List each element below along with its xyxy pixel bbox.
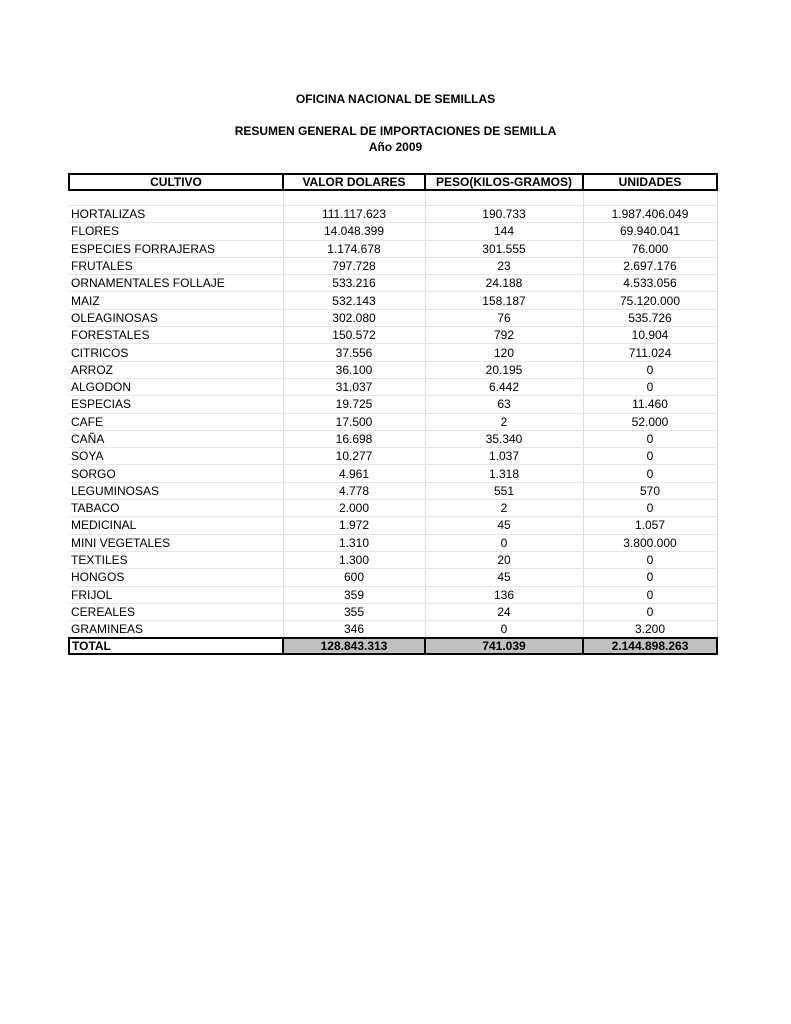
unidades-cell: 0 (583, 448, 717, 465)
valor-dolares-cell: 17.500 (283, 413, 425, 430)
header-unidades: UNIDADES (583, 174, 717, 190)
unidades-cell: 0 (583, 551, 717, 568)
table-row (69, 621, 717, 639)
cultivo-cell: LEGUMINOSAS (69, 482, 283, 499)
cultivo-cell: MEDICINAL (69, 517, 283, 534)
spacer-row (69, 190, 717, 206)
valor-dolares-cell: 4.778 (283, 482, 425, 499)
cultivo-cell: ARROZ (69, 361, 283, 378)
valor-dolares-cell: 302.080 (283, 309, 425, 326)
peso-cell: 35.340 (425, 430, 583, 447)
unidades-cell: 3.800.000 (583, 534, 717, 551)
unidades-cell: 0 (583, 361, 717, 378)
total-peso-cell: 741.039 (425, 638, 583, 654)
cultivo-cell: ESPECIES FORRAJERAS (69, 240, 283, 257)
imports-table (68, 173, 718, 655)
cultivo-cell: ALGODON (69, 378, 283, 395)
table-row (69, 223, 717, 240)
table-row (69, 361, 717, 378)
table-row (69, 586, 717, 603)
cultivo-cell: MINI VEGETALES (69, 534, 283, 551)
cultivo-cell: FRIJOL (69, 586, 283, 603)
cultivo-cell: TABACO (69, 500, 283, 517)
valor-dolares-cell: 600 (283, 569, 425, 586)
cultivo-cell: CAFE (69, 413, 283, 430)
table-row (69, 551, 717, 568)
table-row (69, 482, 717, 499)
valor-dolares-cell: 14.048.399 (283, 223, 425, 240)
total-valor-dolares-cell: 128.843.313 (283, 638, 425, 654)
peso-cell: 158.187 (425, 292, 583, 309)
peso-cell: 20.195 (425, 361, 583, 378)
unidades-cell: 1.987.406.049 (583, 206, 717, 223)
report-year: Año 2009 (368, 140, 423, 154)
table-row (69, 257, 717, 274)
unidades-cell: 3.200 (583, 621, 717, 639)
unidades-cell: 4.533.056 (583, 275, 717, 292)
unidades-cell: 0 (583, 569, 717, 586)
unidades-cell: 75.120.000 (583, 292, 717, 309)
table-row (69, 344, 717, 361)
unidades-cell: 0 (583, 500, 717, 517)
peso-cell: 0 (425, 534, 583, 551)
valor-dolares-cell: 797.728 (283, 257, 425, 274)
valor-dolares-cell: 16.698 (283, 430, 425, 447)
unidades-cell: 76.000 (583, 240, 717, 257)
peso-cell: 0 (425, 621, 583, 639)
peso-cell: 45 (425, 517, 583, 534)
peso-cell: 190.733 (425, 206, 583, 223)
cultivo-cell: SORGO (69, 465, 283, 482)
valor-dolares-cell: 10.277 (283, 448, 425, 465)
unidades-cell: 0 (583, 603, 717, 620)
peso-cell: 45 (425, 569, 583, 586)
valor-dolares-cell: 31.037 (283, 378, 425, 395)
peso-cell: 1.318 (425, 465, 583, 482)
peso-cell: 76 (425, 309, 583, 326)
unidades-cell: 11.460 (583, 396, 717, 413)
table-row (69, 327, 717, 344)
valor-dolares-cell: 1.972 (283, 517, 425, 534)
cultivo-cell: OLEAGINOSAS (69, 309, 283, 326)
table-row (69, 603, 717, 620)
cultivo-cell: ESPECIAS (69, 396, 283, 413)
cultivo-cell: CAÑA (69, 430, 283, 447)
peso-cell: 551 (425, 482, 583, 499)
table-row (69, 413, 717, 430)
peso-cell: 2 (425, 413, 583, 430)
unidades-cell: 10.904 (583, 327, 717, 344)
peso-cell: 1.037 (425, 448, 583, 465)
table-row (69, 448, 717, 465)
table-row (69, 275, 717, 292)
table-row (69, 240, 717, 257)
peso-cell: 24.188 (425, 275, 583, 292)
valor-dolares-cell: 2.000 (283, 500, 425, 517)
table-row (69, 534, 717, 551)
valor-dolares-cell: 111.117.623 (283, 206, 425, 223)
unidades-cell: 535.726 (583, 309, 717, 326)
cultivo-cell: FORESTALES (69, 327, 283, 344)
cultivo-cell: HONGOS (69, 569, 283, 586)
peso-cell: 6.442 (425, 378, 583, 395)
peso-cell: 20 (425, 551, 583, 568)
cultivo-cell: MAIZ (69, 292, 283, 309)
total-label: TOTAL (69, 638, 283, 654)
table-row (69, 465, 717, 482)
total-unidades-cell: 2.144.898.263 (583, 638, 717, 654)
valor-dolares-cell: 37.556 (283, 344, 425, 361)
cultivo-cell: SOYA (69, 448, 283, 465)
header-cultivo: CULTIVO (69, 174, 283, 190)
valor-dolares-cell: 19.725 (283, 396, 425, 413)
unidades-cell: 0 (583, 430, 717, 447)
peso-cell: 136 (425, 586, 583, 603)
unidades-cell: 69.940.041 (583, 223, 717, 240)
valor-dolares-cell: 532.143 (283, 292, 425, 309)
valor-dolares-cell: 1.310 (283, 534, 425, 551)
peso-cell: 144 (425, 223, 583, 240)
unidades-cell: 570 (583, 482, 717, 499)
table-row (69, 569, 717, 586)
header-peso: PESO(KILOS-GRAMOS) (425, 174, 583, 190)
cultivo-cell: ORNAMENTALES FOLLAJE (69, 275, 283, 292)
cultivo-cell: HORTALIZAS (69, 206, 283, 223)
table-header-row (69, 174, 717, 190)
table-row (69, 430, 717, 447)
peso-cell: 63 (425, 396, 583, 413)
cultivo-cell: FLORES (69, 223, 283, 240)
total-row (69, 638, 717, 654)
peso-cell: 301.555 (425, 240, 583, 257)
valor-dolares-cell: 1.174.678 (283, 240, 425, 257)
page-title: OFICINA NACIONAL DE SEMILLAS (295, 92, 496, 106)
cultivo-cell: FRUTALES (69, 257, 283, 274)
report-subtitle: RESUMEN GENERAL DE IMPORTACIONES DE SEMILLA (234, 124, 557, 138)
cultivo-cell: CEREALES (69, 603, 283, 620)
unidades-cell: 0 (583, 465, 717, 482)
unidades-cell: 1.057 (583, 517, 717, 534)
table-row (69, 517, 717, 534)
valor-dolares-cell: 1.300 (283, 551, 425, 568)
peso-cell: 23 (425, 257, 583, 274)
unidades-cell: 52.000 (583, 413, 717, 430)
unidades-cell: 2.697.176 (583, 257, 717, 274)
table-row (69, 378, 717, 395)
valor-dolares-cell: 150.572 (283, 327, 425, 344)
valor-dolares-cell: 355 (283, 603, 425, 620)
unidades-cell: 0 (583, 378, 717, 395)
table-row (69, 396, 717, 413)
peso-cell: 120 (425, 344, 583, 361)
valor-dolares-cell: 359 (283, 586, 425, 603)
cultivo-cell: GRAMINEAS (69, 621, 283, 639)
unidades-cell: 0 (583, 586, 717, 603)
peso-cell: 792 (425, 327, 583, 344)
valor-dolares-cell: 36.100 (283, 361, 425, 378)
header-valor-dolares: VALOR DOLARES (283, 174, 425, 190)
valor-dolares-cell: 346 (283, 621, 425, 639)
table-row (69, 292, 717, 309)
peso-cell: 24 (425, 603, 583, 620)
table-row (69, 500, 717, 517)
table-row (69, 206, 717, 223)
valor-dolares-cell: 533.216 (283, 275, 425, 292)
cultivo-cell: CITRICOS (69, 344, 283, 361)
unidades-cell: 711.024 (583, 344, 717, 361)
cultivo-cell: TEXTILES (69, 551, 283, 568)
table-row (69, 309, 717, 326)
valor-dolares-cell: 4.961 (283, 465, 425, 482)
peso-cell: 2 (425, 500, 583, 517)
